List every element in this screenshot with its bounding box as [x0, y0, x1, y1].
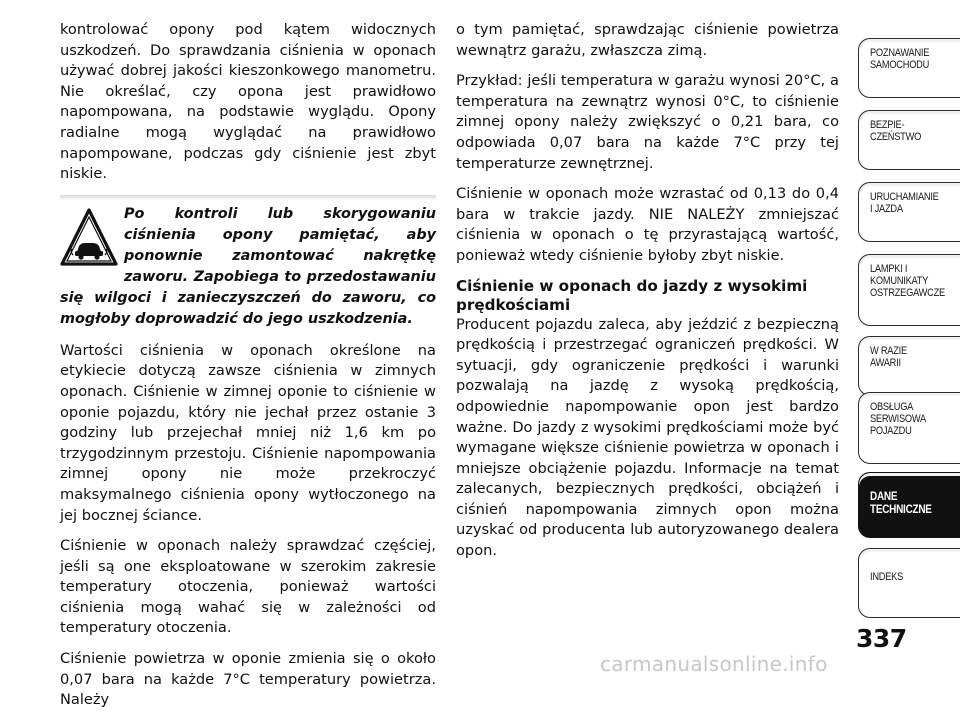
- tab-obsluga-serwisowa[interactable]: [858, 392, 960, 464]
- tab-lampki-i-komunikaty[interactable]: [858, 254, 960, 326]
- paragraph: Ciśnienie powietrza w oponie zmienia się o około 0,07 bara na każde 7°C temperatury powietrza. Należy: [60, 650, 436, 709]
- section-heading: Ciśnienie w oponach do jazdy z wysokimi prędkościami: [456, 276, 808, 314]
- paragraph: Ciśnienie w oponach należy sprawdzać częściej, jeśli są one eksploatowane w szerokim zakresie temperatury otoczenia, ponieważ wartości ciśnienia mogą wahać się w zależności od temperatury otoczenia.: [60, 537, 436, 637]
- tab-label: W RAZIE AWARII: [870, 345, 907, 370]
- warning-triangle-car-icon: [60, 208, 118, 270]
- tab-poznawanie-samochodu[interactable]: [858, 38, 960, 98]
- tab-bezpieczenstwo[interactable]: [858, 110, 960, 170]
- tab-label: POZNAWANIE SAMOCHODU: [870, 47, 930, 72]
- tab-label: OBSŁUGA SERWISOWA POJAZDU: [870, 401, 926, 438]
- tab-indeks[interactable]: [858, 548, 960, 618]
- tab-label: URUCHAMIANIE I JAZDA: [870, 191, 939, 216]
- paragraph: Wartości ciśnienia w oponach określone na etykiecie dotyczą zawsze ciśnienia w zimnych oponach. Ciśnienie w zimnej oponie to ciśnienie w oponie pojazdu, który nie jechał przez ostanie 3 godziny lub przejechał mniej niż 1,6 km po trzygodzinnym przestoju. Ciśnienie napompowania zimnej opony nie może przekroczyć maksymalnego ciśnienia opony wytłoczonego na jej bocznej ściance.: [60, 341, 436, 524]
- tab-label: BEZPIE- CZEŃSTWO: [870, 119, 922, 144]
- warning-box: [60, 195, 436, 330]
- paragraph: o tym pamiętać, sprawdzając ciśnienie powietrza wewnątrz garażu, zwłaszcza zimą.: [456, 21, 839, 59]
- tab-label: INDEKS: [870, 571, 904, 583]
- right-column: [456, 20, 839, 572]
- watermark: carmanualsonline.info: [600, 652, 828, 676]
- tab-dane-techniczne[interactable]: [858, 472, 960, 538]
- warning-text: Po kontroli lub skorygowaniu ciśnienia opony pamiętać, aby ponownie zamontować nakrętkę zaworu. Zapobiega to przedostawaniu się wilgoci i zanieczyszczeń do zaworu, co mogłoby doprowadzić do jego uszkodzenia.: [60, 205, 436, 327]
- warning-divider: [60, 195, 436, 200]
- paragraph: Przykład: jeśli temperatura w garażu wynosi 20°C, a temperatura na zewnątrz wynosi 0°C, to ciśnienie zimnej opony należy zwiększyć o 0,21 bara, co odpowiada 0,07 bara na każde 7°C przy tej temperaturze zewnętrznej.: [456, 72, 839, 172]
- paragraph: kontrolować opony pod kątem widocznych uszkodzeń. Do sprawdzania ciśnienia w oponach używać dobrej jakości kieszonkowego manometru. Nie określać, czy opona jest prawidłowo napompowana, na podstawie wyglądu. Opony radialne mogą wyglądać na prawidłowo napompowane, podczas gdy ciśnienie jest zbyt niskie.: [60, 21, 436, 183]
- tab-uruchamianie-i-jazda[interactable]: [858, 182, 960, 242]
- left-column: [60, 20, 436, 721]
- chapter-tab-index: [858, 0, 960, 678]
- page-number: 337: [856, 624, 907, 653]
- paragraph: Ciśnienie w oponach może wzrastać od 0,13 do 0,4 bara w trakcie jazdy. NIE NALEŻY zmniejszać ciśnienia w oponach o tę przyrastającą wartość, ponieważ wtedy ciśnienie byłoby zbyt niskie.: [456, 185, 839, 264]
- paragraph: Producent pojazdu zaleca, aby jeździć z bezpieczną prędkością i przestrzegać ograniczeń prędkości. W sytuacji, gdy ograniczenie prędkości i warunki pozwalają na jazdę z wysoką prędkością, odpowiednie napompowanie opon jest bardzo ważne. Do jazdy z wysokimi prędkościami może być wymagane większe ciśnienie powietrza w oponach i mniejsze obciążenie pojazdu. Informacje na temat zalecanych, bezpiecznych prędkości, obciążeń i ciśnień napompowania zimnych opon można uzyskać od producenta lub autoryzowanego dealera opon.: [456, 315, 839, 560]
- tab-label: LAMPKI I KOMUNIKATY OSTRZEGAWCZE: [870, 263, 945, 300]
- tab-w-razie-awarii[interactable]: [858, 336, 960, 396]
- tab-label: DANE TECHNICZNE: [870, 490, 932, 516]
